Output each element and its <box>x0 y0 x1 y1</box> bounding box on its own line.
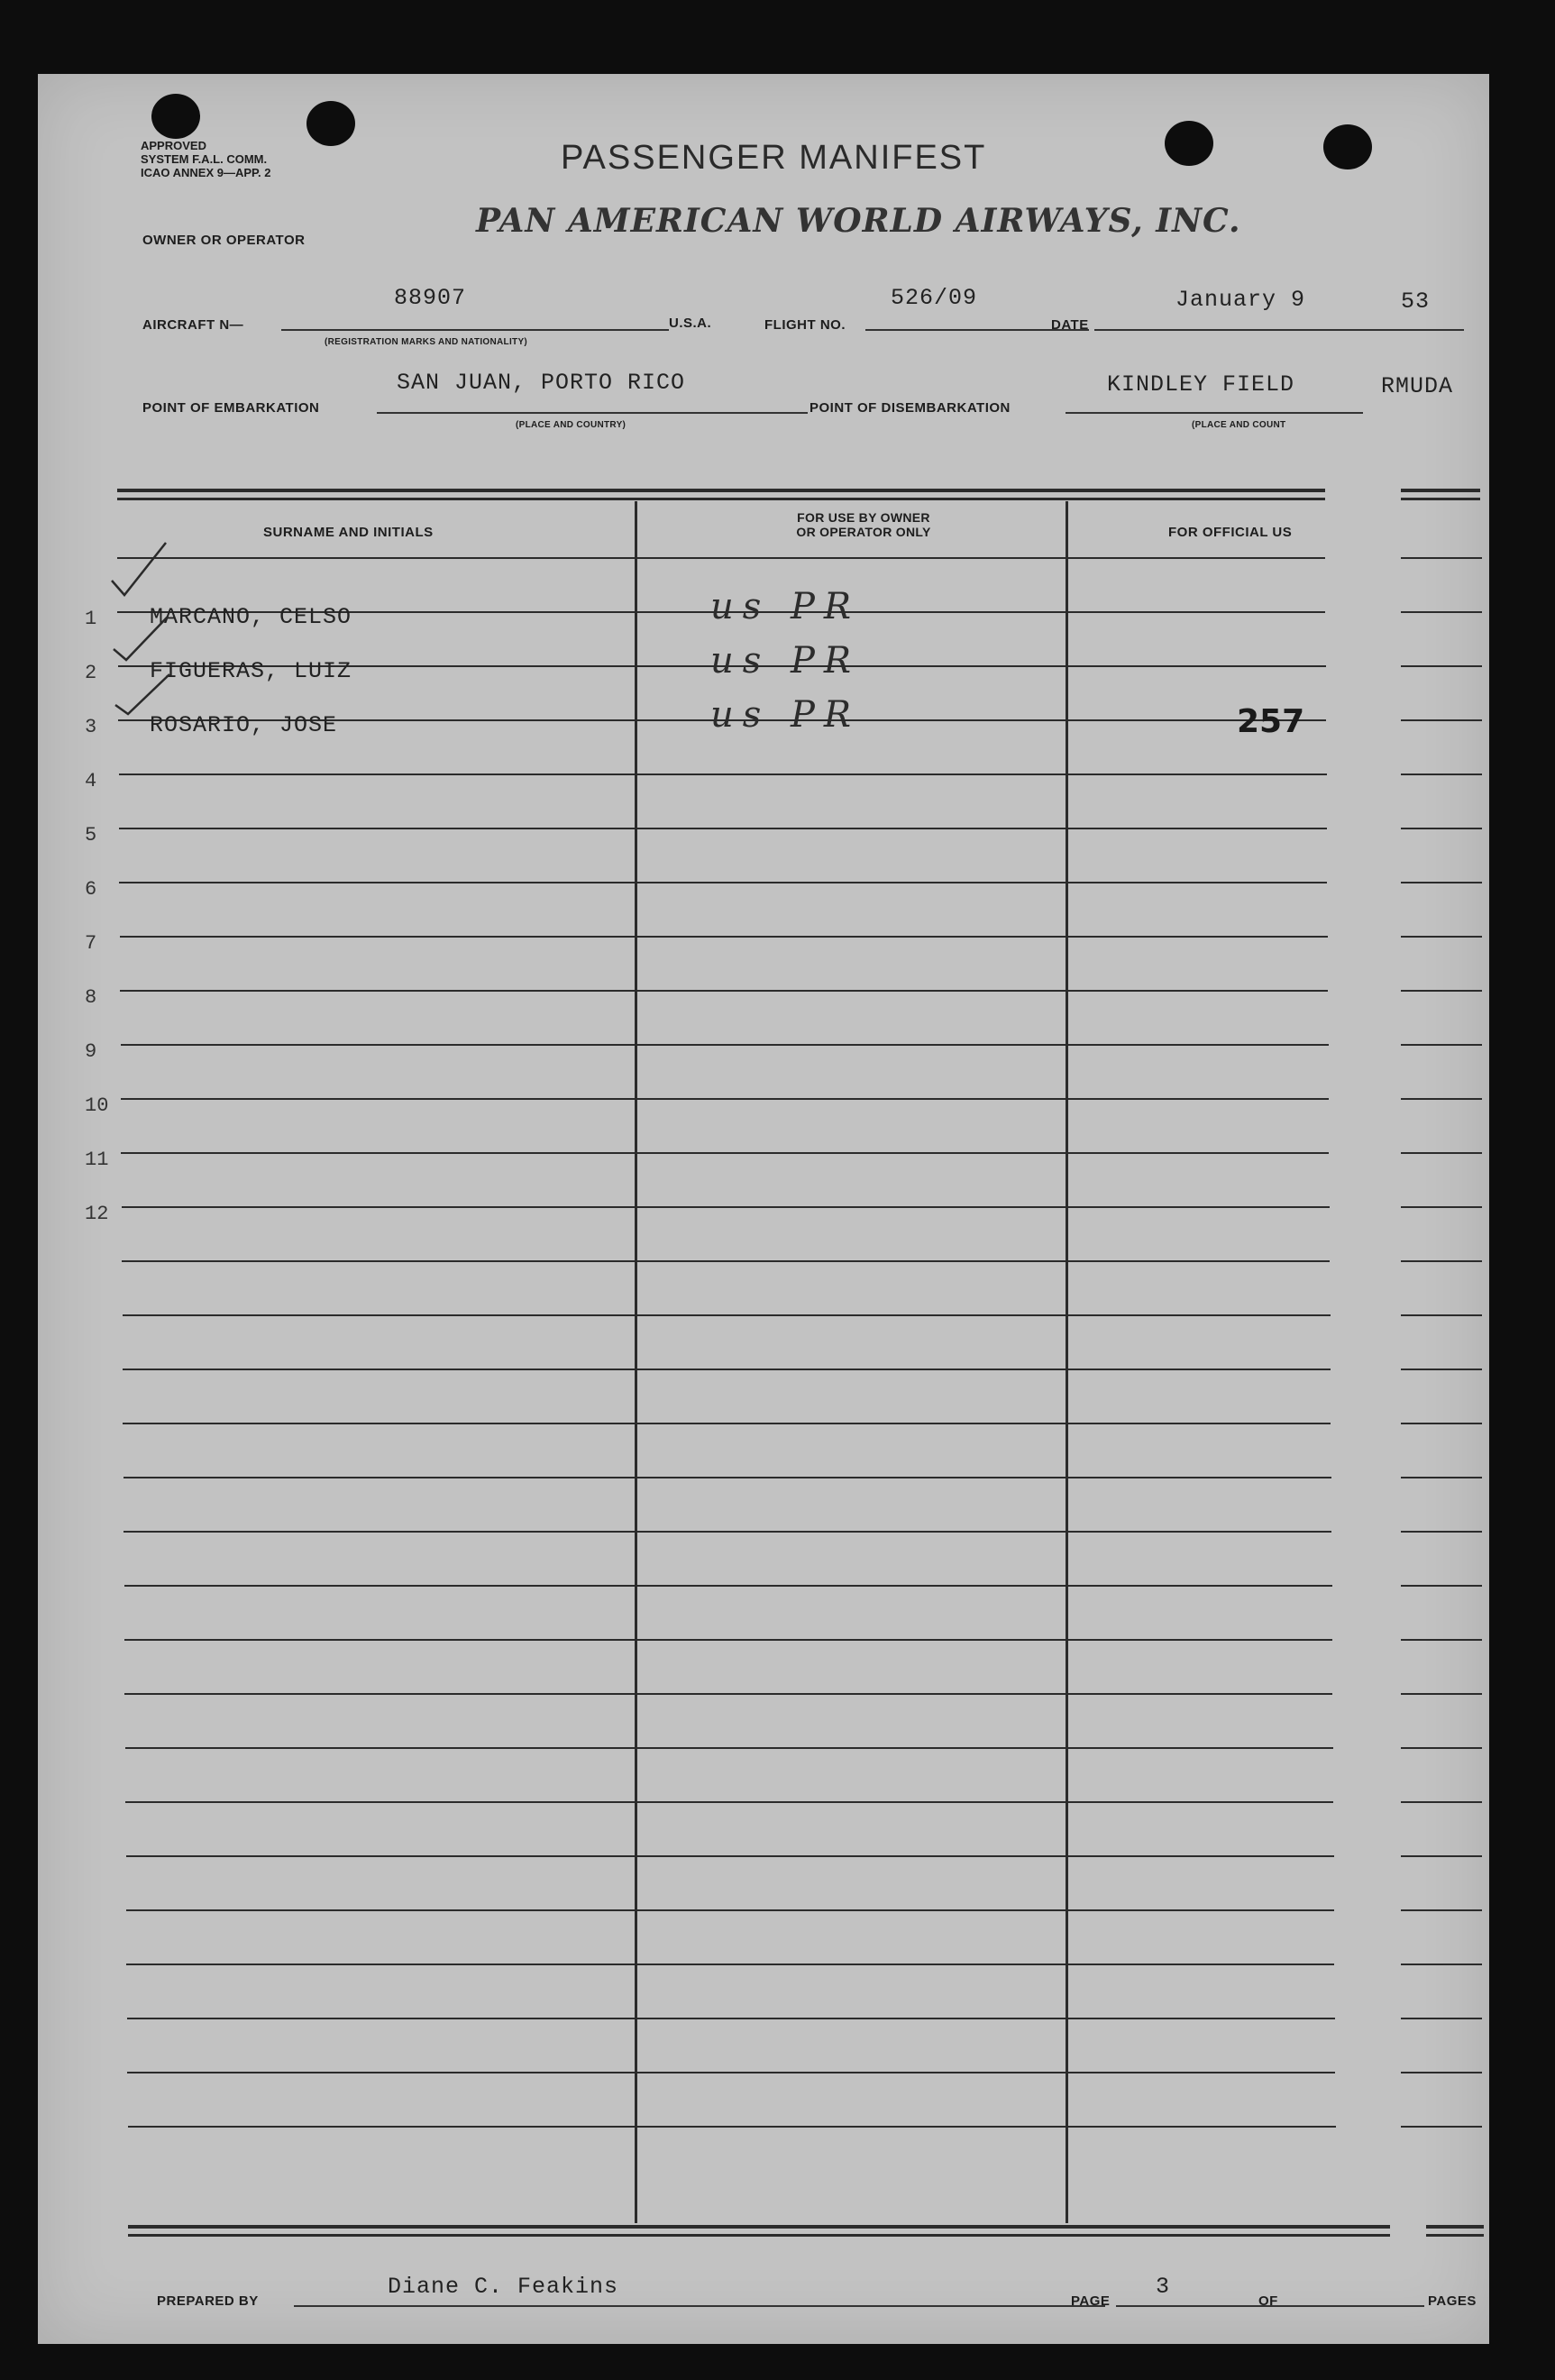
passenger-name: ROSARIO, JOSE <box>150 712 338 738</box>
row-line <box>1401 774 1482 775</box>
punch-hole <box>306 101 355 146</box>
disembarkation-label: POINT OF DISEMBARKATION <box>810 400 1011 416</box>
column-header-owner-line: OR OPERATOR ONLY <box>796 525 931 539</box>
column-header-official: FOR OFFICIAL US <box>1168 525 1293 540</box>
nationality-label: U.S.A. <box>669 316 712 331</box>
row-line <box>1401 1152 1482 1154</box>
page-number: 3 <box>1156 2274 1171 2300</box>
row-number: 11 <box>85 1149 109 1171</box>
row-number: 3 <box>85 716 97 738</box>
owner-label: OWNER OR OPERATOR <box>142 233 306 248</box>
row-number: 9 <box>85 1040 97 1063</box>
row-number: 12 <box>85 1203 109 1225</box>
row-line <box>1401 557 1482 559</box>
aircraft-sublabel: (REGISTRATION MARKS AND NATIONALITY) <box>325 337 528 347</box>
operator-note: us PR <box>710 586 861 627</box>
row-line <box>124 1639 1332 1641</box>
row-line <box>123 1314 1331 1316</box>
row-number: 5 <box>85 824 97 847</box>
row-number: 4 <box>85 770 97 792</box>
date-value: January 9 <box>1175 287 1306 313</box>
row-line <box>127 2018 1335 2019</box>
of-label: OF <box>1258 2293 1278 2309</box>
row-line <box>120 936 1328 938</box>
aircraft-value: 88907 <box>394 285 467 311</box>
prepared-by-label: PREPARED BY <box>157 2293 259 2309</box>
row-line <box>1401 1206 1482 1208</box>
row-line <box>121 1098 1329 1100</box>
date-year: 53 <box>1401 288 1431 315</box>
row-line <box>1401 1477 1482 1478</box>
row-number: 2 <box>85 662 97 684</box>
row-line <box>121 1044 1329 1046</box>
flight-value: 526/09 <box>891 285 978 311</box>
row-number: 6 <box>85 878 97 901</box>
row-number: 1 <box>85 608 97 630</box>
row-line <box>1401 1044 1482 1046</box>
row-line <box>1401 1747 1482 1749</box>
column-header-owner-line: FOR USE BY OWNER <box>797 510 930 525</box>
row-line <box>1401 2126 1482 2128</box>
row-line <box>1401 1423 1482 1424</box>
prepared-by-value: Diane C. Feakins <box>388 2274 619 2300</box>
column-header-surname: SURNAME AND INITIALS <box>263 525 434 540</box>
approval-line: APPROVED <box>141 139 206 152</box>
operator-note: us PR <box>710 640 861 682</box>
operator-note: us PR <box>710 694 861 736</box>
row-line <box>1401 1855 1482 1857</box>
manifest-sheet <box>38 74 1489 2344</box>
disembarkation-value: KINDLEY FIELD <box>1107 371 1295 398</box>
row-line <box>1401 665 1482 667</box>
row-line <box>123 1368 1331 1370</box>
row-line <box>119 882 1327 883</box>
row-line <box>128 2126 1336 2128</box>
row-line <box>1401 1260 1482 1262</box>
row-line <box>1401 2018 1482 2019</box>
row-line <box>120 990 1328 992</box>
row-line <box>119 774 1327 775</box>
row-line <box>1401 2072 1482 2073</box>
row-number: 7 <box>85 932 97 955</box>
row-line <box>122 1206 1330 1208</box>
row-line <box>119 828 1327 829</box>
page-title: PASSENGER MANIFEST <box>561 139 987 177</box>
row-number: 10 <box>85 1094 109 1117</box>
punch-hole <box>1323 124 1372 169</box>
row-line <box>122 1260 1330 1262</box>
flight-label: FLIGHT NO. <box>764 317 846 333</box>
passenger-name: FIGUERAS, LUIZ <box>150 658 352 684</box>
disembarkation-value-end: RMUDA <box>1381 373 1454 399</box>
row-line <box>126 1964 1334 1965</box>
row-line <box>1401 1801 1482 1803</box>
row-line <box>1401 1098 1482 1100</box>
embarkation-label: POINT OF EMBARKATION <box>142 400 320 416</box>
row-line <box>1401 1314 1482 1316</box>
row-line <box>1401 990 1482 992</box>
row-line <box>1401 1693 1482 1695</box>
row-line <box>123 1477 1331 1478</box>
row-line <box>1401 828 1482 829</box>
row-line <box>123 1423 1331 1424</box>
pages-label: PAGES <box>1428 2293 1477 2309</box>
row-line <box>124 1693 1332 1695</box>
date-label: DATE <box>1051 317 1089 333</box>
owner-value: PAN AMERICAN WORLD AIRWAYS, INC. <box>476 202 1241 240</box>
check-mark-icon <box>103 534 211 741</box>
row-line <box>126 1855 1334 1857</box>
row-line <box>1401 1909 1482 1911</box>
row-line <box>126 1909 1334 1911</box>
aircraft-label: AIRCRAFT N— <box>142 317 244 333</box>
row-line <box>1401 1531 1482 1533</box>
page-label: PAGE <box>1071 2293 1111 2309</box>
punch-hole <box>151 94 200 139</box>
row-line <box>1401 1639 1482 1641</box>
passenger-name: MARCANO, CELSO <box>150 604 352 630</box>
row-line <box>1401 611 1482 613</box>
approval-note <box>141 139 271 179</box>
row-line <box>1401 882 1482 883</box>
row-line <box>1401 936 1482 938</box>
row-line <box>1401 719 1482 721</box>
row-number: 8 <box>85 986 97 1009</box>
row-line <box>1401 1964 1482 1965</box>
row-line <box>121 1152 1329 1154</box>
approval-line: SYSTEM F.A.L. COMM. <box>141 152 268 166</box>
punch-hole <box>1165 121 1213 166</box>
embarkation-sublabel: (PLACE AND COUNTRY) <box>516 420 627 430</box>
row-line <box>123 1531 1331 1533</box>
row-line <box>1401 1368 1482 1370</box>
row-line <box>117 557 1325 559</box>
disembarkation-sublabel: (PLACE AND COUNT <box>1192 420 1286 430</box>
column-header-owner <box>755 510 972 539</box>
approval-line: ICAO ANNEX 9—APP. 2 <box>141 166 271 179</box>
row-line <box>125 1801 1333 1803</box>
embarkation-value: SAN JUAN, PORTO RICO <box>397 370 686 396</box>
row-line <box>1401 1585 1482 1587</box>
row-line <box>127 2072 1335 2073</box>
row-line <box>124 1585 1332 1587</box>
official-use-value: 257 <box>1237 703 1305 740</box>
row-line <box>125 1747 1333 1749</box>
